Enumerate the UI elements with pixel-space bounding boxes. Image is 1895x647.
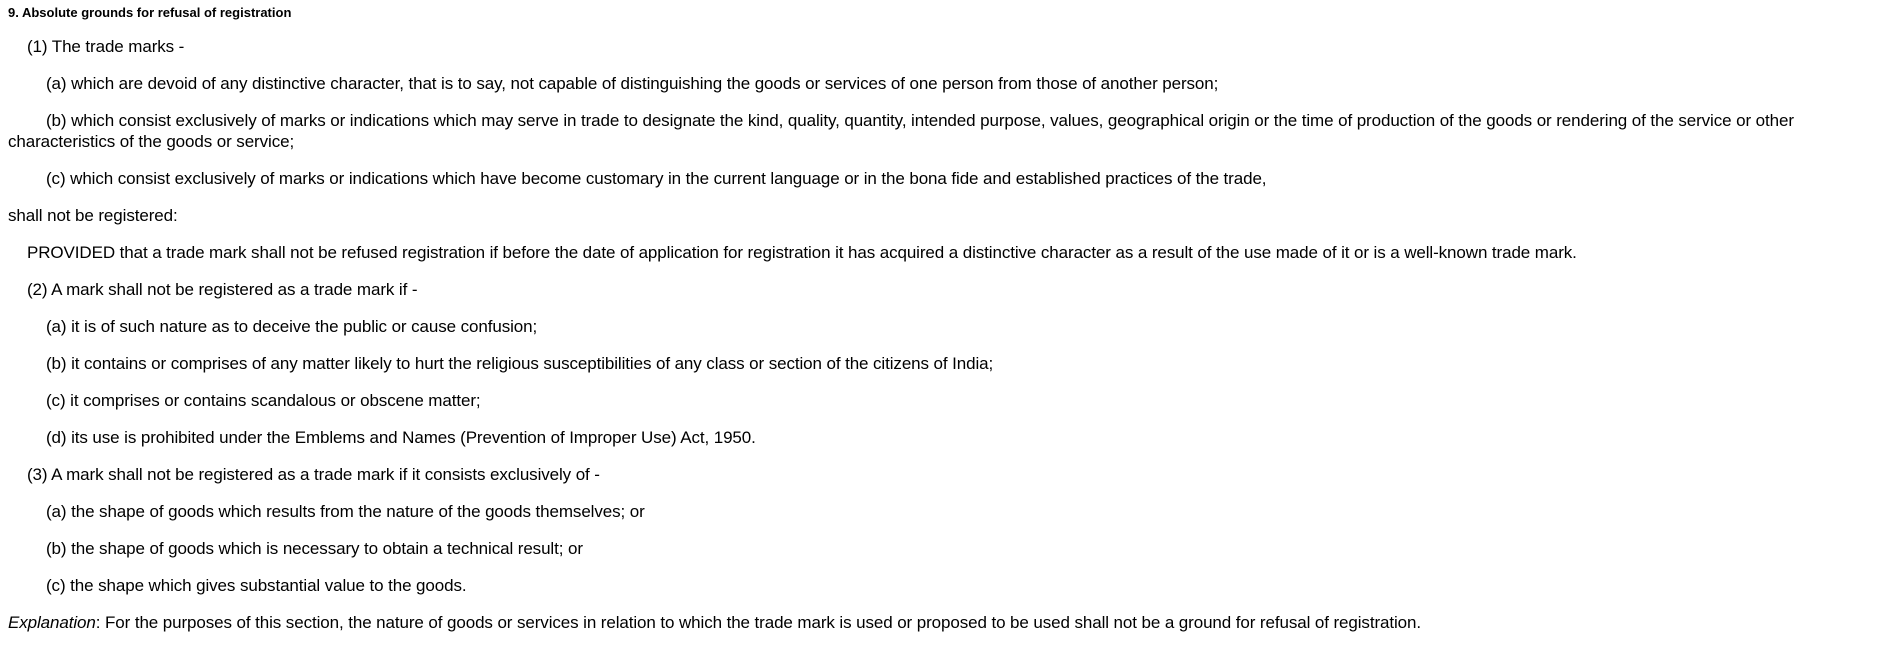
section-heading: 9. Absolute grounds for refusal of registration	[8, 5, 292, 20]
clause-3b: (b) the shape of goods which is necessary to obtain a technical result; or	[46, 539, 583, 558]
clause-3a: (a) the shape of goods which results from the nature of the goods themselves; or	[46, 502, 645, 521]
clause-3: (3) A mark shall not be registered as a trade mark if it consists exclusively of -	[27, 465, 600, 484]
explanation-label: Explanation	[8, 613, 96, 632]
explanation	[8, 612, 1888, 633]
clause-2d: (d) its use is prohibited under the Emblems and Names (Prevention of Improper Use) Act, 1950.	[46, 428, 756, 447]
clause-1b: (b) which consist exclusively of marks or indications which may serve in trade to designate the kind, quality, quantity, intended purpose, values, geographical origin or the time of production of the goods or rendering of the service or other characteristics of the goods or service;	[8, 111, 1794, 151]
clause-1: (1) The trade marks -	[27, 37, 185, 56]
clause-2b: (b) it contains or comprises of any matter likely to hurt the religious susceptibilities of any class or section of the citizens of India;	[46, 354, 994, 373]
clause-1a: (a) which are devoid of any distinctive character, that is to say, not capable of distinguishing the goods or services of one person from those of another person;	[46, 74, 1219, 93]
clause-2a: (a) it is of such nature as to deceive the public or cause confusion;	[46, 317, 538, 336]
clause-1c: (c) which consist exclusively of marks or indications which have become customary in the current language or in the bona fide and established practices of the trade,	[46, 169, 1267, 188]
clause-3c: (c) the shape which gives substantial value to the goods.	[46, 576, 467, 595]
clause-2c: (c) it comprises or contains scandalous or obscene matter;	[46, 391, 481, 410]
explanation-text: : For the purposes of this section, the nature of goods or services in relation to which the trade mark is used or proposed to be used shall not be a ground for refusal of registration.	[95, 613, 1421, 632]
clause-2: (2) A mark shall not be registered as a trade mark if -	[27, 280, 418, 299]
proviso: PROVIDED that a trade mark shall not be refused registration if before the date of application for registration it has acquired a distinctive character as a result of the use made of it or is a well-known trade mark.	[27, 243, 1577, 262]
clause-1-tail: shall not be registered:	[8, 206, 178, 225]
